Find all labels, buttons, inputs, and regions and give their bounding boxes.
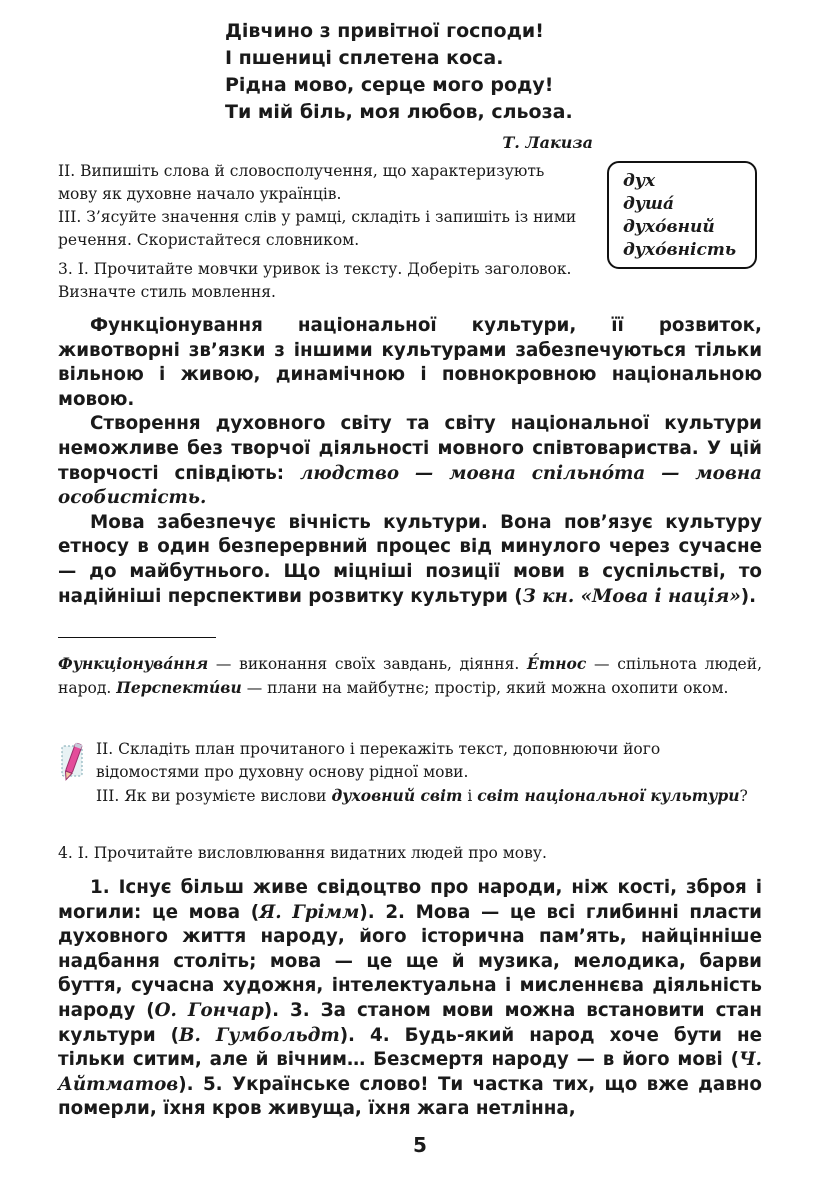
italic-phrase: людство — мовна спільно́та — мовна особистість. — [58, 462, 762, 509]
quotes-text — [58, 876, 762, 1122]
poem-line: І пшениці сплетена коса. — [225, 47, 504, 69]
quote-text: ). 3. За станом мови можна встановити стан культури ( — [58, 999, 762, 1046]
glossary-definition: — плани на майбутнє; простір, який можна охопити оком. — [241, 679, 729, 697]
quote-text: ). 4. Будь-який народ хоче бути не тільки ситим, але й вічним… Безсмертя народу — в його мові ( — [58, 1024, 762, 1071]
reading-text — [58, 314, 762, 609]
exercise-3-writing-tasks — [96, 738, 764, 808]
task-iii — [96, 784, 764, 808]
paragraph-text: Мова забезпечує вічність культури. Вона пов’язує культуру етносу в один безперервний процес від минулого через сучасне — до майбутнього. Що міцніші позиції мови в суспільстві, то надійніші перспективи розвитку культури ( — [58, 511, 762, 607]
glossary-term: Перспекти́ви — [116, 678, 242, 697]
pen-icon — [58, 740, 88, 786]
glossary-definition: — виконання своїх завдань, діяння. — [208, 655, 528, 673]
highlight-word: надбання — [58, 950, 160, 972]
glossary-definition: — спільнота людей, народ. — [58, 655, 762, 697]
quote-text: 1. Існує більш живе — [90, 877, 317, 898]
task-text: 3. I. Прочитайте мовчки уривок із тексту. Доберіть заголовок. Визначте стиль мовлення. — [58, 260, 572, 301]
poem-line: Ти мій біль, моя любов, сльоза. — [225, 101, 573, 123]
task-ii: II. Складіть план прочитаного і перекажіть текст, доповнюючи його відомостями про духовну основу рідної мови. — [96, 740, 661, 781]
vocabulary-box — [607, 161, 757, 269]
page-number: 5 — [413, 1133, 427, 1157]
paragraph: Функціонування національної культури, її розвиток, животворні зв’язки з іншими культурами забезпечуються тільки вільною і живою, динамічною і повнокровною національною мовою. — [58, 315, 762, 410]
poem-line: Рідна мово, серце мого роду! — [225, 74, 554, 96]
quote-text: про народи, ніж кості, зброя і могили: це мова ( — [58, 877, 762, 923]
vocab-word: дух — [623, 171, 656, 191]
glossary-term: Е́тнос — [527, 654, 587, 673]
quote-author: В. Гумбольдт — [179, 1024, 340, 1046]
exercise-4-task-i: 4. I. Прочитайте висловлювання видатних людей про мову. — [58, 844, 547, 862]
exercise-2-tasks — [58, 160, 588, 252]
task-text: III. Як ви розумієте вислови — [96, 787, 332, 805]
paragraph-text: ). — [740, 585, 757, 607]
footnote-divider — [58, 637, 216, 638]
poem-author: Т. Лакиза — [502, 133, 593, 152]
paragraph — [58, 511, 762, 609]
task-iii: III. З’ясуйте значення слів у рамці, складіть і запишіть із ними речення. Скористайтеся словником. — [58, 208, 577, 249]
task-text: і — [462, 787, 478, 805]
vocab-word: духо́вність — [623, 240, 737, 260]
quote-author: Ч. Айтматов — [58, 1049, 762, 1095]
poem — [225, 18, 593, 156]
glossary-notes — [58, 652, 762, 700]
quote-author: Я. Грімм — [259, 901, 360, 923]
glossary-term: Функціонува́ння — [58, 654, 209, 673]
poem-line: Дівчино з привітної господи! — [225, 20, 544, 42]
source-citation: З кн. «Мова і нація» — [522, 585, 741, 607]
italic-phrase: світ національної культури — [477, 786, 740, 805]
italic-phrase: духовний світ — [331, 786, 463, 805]
quote-text: ). 5. Українське слово! Ти частка тих, що вже давно померли, їхня кров живуща, їхня жага нетлінна, — [58, 1073, 762, 1120]
paragraph — [58, 412, 762, 510]
quote-author: О. Гончар — [154, 999, 264, 1021]
paragraph — [58, 876, 762, 1122]
vocab-word: душа́ — [623, 194, 674, 214]
vocab-word: духо́вний — [623, 217, 715, 237]
quote-text: ). 2. Мова — це всі глибинні пласти духовного життя народу, його історична пам’ять, найцінніше — [58, 901, 762, 948]
task-text: ? — [739, 787, 748, 805]
highlight-word: свідоцтво — [316, 877, 422, 898]
quote-text: століть; мова — це ще й музика, мелодика, барви буття, сучасна художня, інтелектуальна і мисленнєва діяльність народу ( — [58, 950, 762, 1021]
paragraph-text: Створення духовного світу та світу національної культури неможливе без творчої діяльності мовного співтовариства. У цій творчості співдіють: — [58, 413, 762, 484]
task-ii: II. Випишіть слова й словосполучення, що характеризують мову як духовне начало українців. — [58, 162, 545, 203]
exercise-3-task-i — [58, 258, 588, 304]
